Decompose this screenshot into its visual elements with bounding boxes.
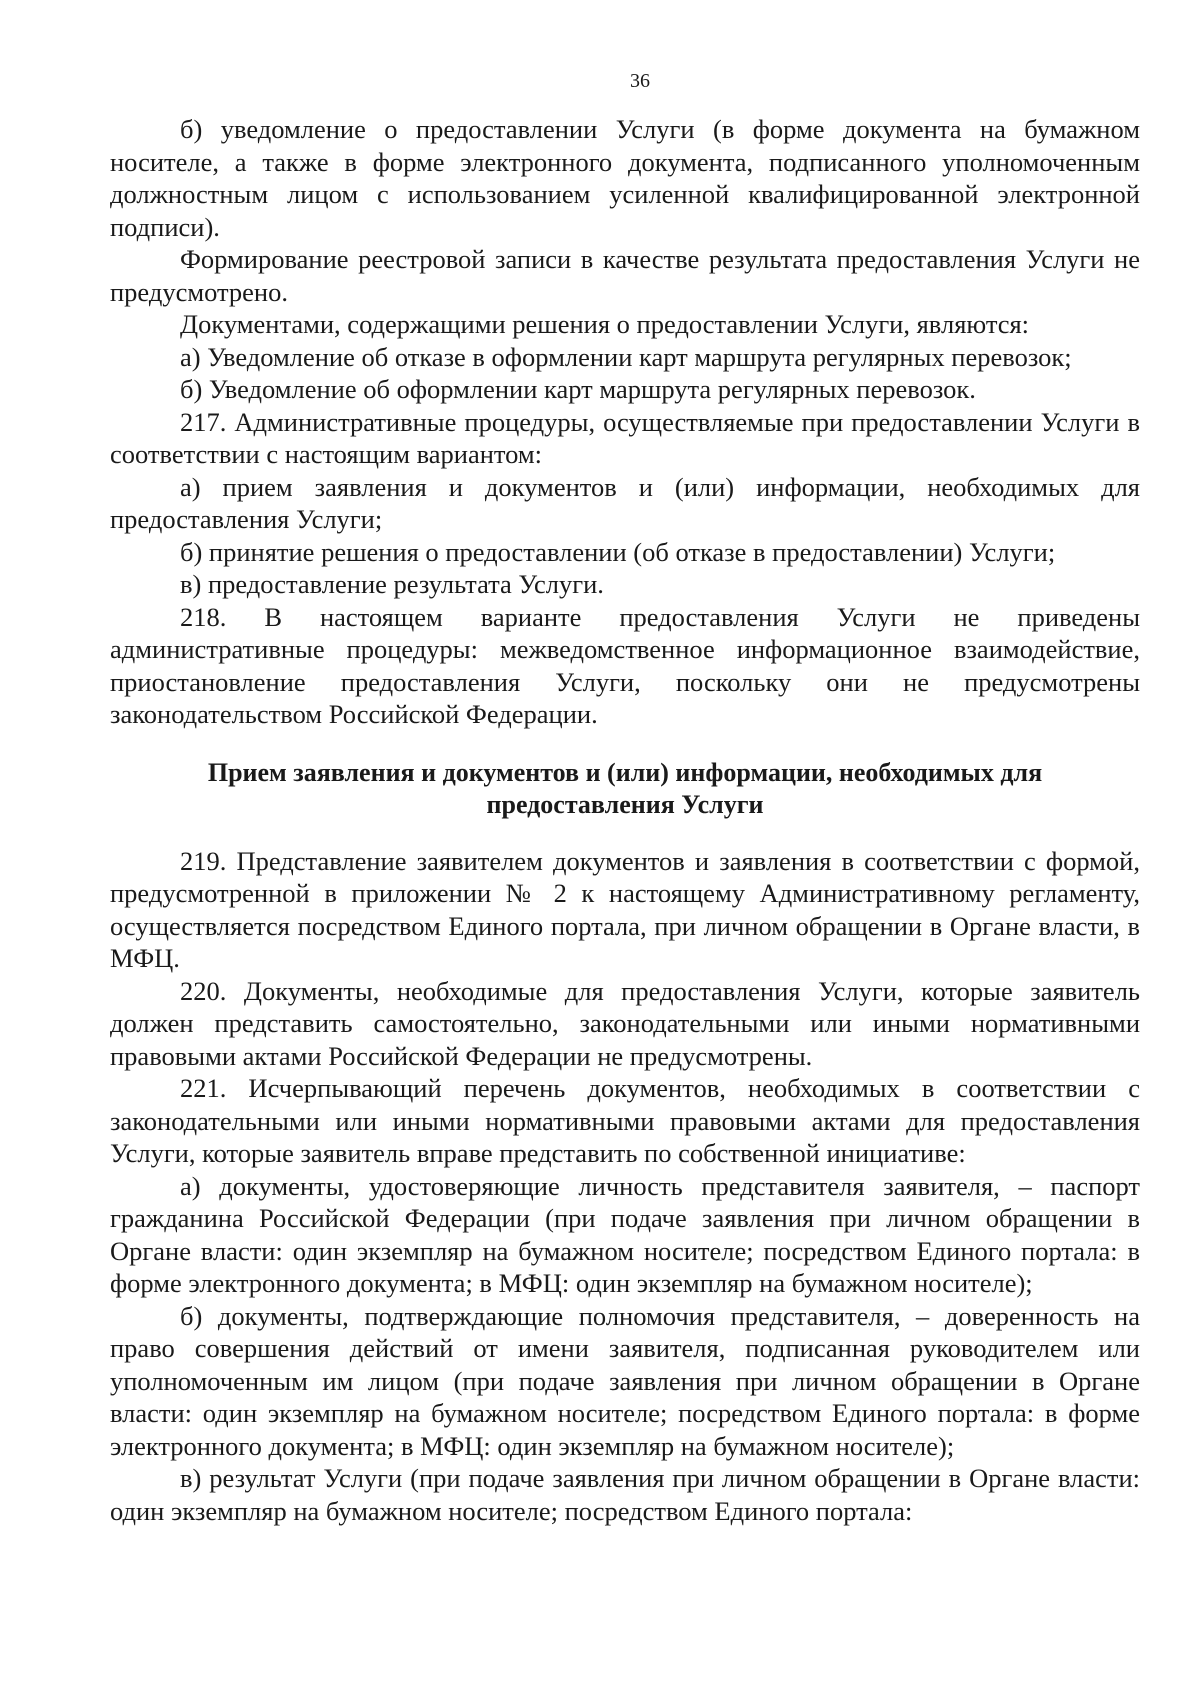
- paragraph-219: 219. Представление заявителем документов и заявления в соответствии с формой, предусмотренной в приложении № 2 к настоящему Административному регламенту, осуществляется посредством Единого портала, при личном обращении в Органе власти, в МФЦ.: [110, 845, 1140, 973]
- list-item-221-v: в) результат Услуги (при подаче заявления при личном обращении в Органе власти: один экземпляр на бумажном носителе; посредством Единого портала:: [110, 1463, 1140, 1526]
- paragraph-218: 218. В настоящем варианте предоставления Услуги не приведены административные процедуры: межведомственное информационное взаимодействие, приостановление предоставления Услуги, поскольку они не предусмотрены законодательством Российской Федерации.: [110, 601, 1140, 729]
- list-item-refusal-notice: а) Уведомление об отказе в оформлении карт маршрута регулярных перевозок;: [180, 341, 1072, 372]
- page-number: 36: [630, 70, 650, 92]
- paragraph-decision-documents: Документами, содержащими решения о предоставлении Услуги, являются:: [180, 309, 1030, 339]
- list-item-217-a: а) прием заявления и документов и (или) информации, необходимых для предоставления Услуги;: [110, 471, 1140, 534]
- paragraph-217: 217. Административные процедуры, осуществляемые при предоставлении Услуги в соответствии с настоящим вариантом:: [110, 406, 1140, 469]
- list-item-approval-notice: б) Уведомление об оформлении карт маршрута регулярных перевозок.: [180, 374, 976, 404]
- list-item-217-b: б) принятие решения о предоставлении (об отказе в предоставлении) Услуги;: [180, 536, 1056, 567]
- paragraph-221: 221. Исчерпывающий перечень документов, необходимых в соответствии с законодательными или иными нормативными правовыми актами для предоставления Услуги, которые заявитель вправе представить по собственной инициативе:: [110, 1073, 1140, 1168]
- paragraph-result-notice: б) уведомление о предоставлении Услуги (в форме документа на бумажном носителе, а также в форме электронного документа, подписанного уполномоченным должностным лицом с использованием усиленной квалифицированной электронной подписи).: [110, 114, 1140, 242]
- paragraph-registry-record: Формирование реестровой записи в качестве результата предоставления Услуги не предусмотрено.: [110, 244, 1140, 307]
- section-heading: Прием заявления и документов и (или) информации, необходимых для предоставления Услуги: [207, 757, 1043, 819]
- document-page: [110, 70, 1140, 1527]
- list-item-217-v: в) предоставление результата Услуги.: [180, 569, 604, 599]
- list-item-221-b: б) документы, подтверждающие полномочия представителя, – доверенность на право совершения действий от имени заявителя, подписанная руководителем или уполномоченным им лицом (при подаче заявления при личном обращении в Органе власти: один экземпляр на бумажном носителе; посредством Единого портала: в форме электронного документа; в МФЦ: один экземпляр на бумажном носителе);: [110, 1300, 1140, 1461]
- paragraph-220: 220. Документы, необходимые для предоставления Услуги, которые заявитель должен представить самостоятельно, законодательными или иными нормативными правовыми актами Российской Федерации не предусмотрены.: [110, 975, 1140, 1071]
- list-item-221-a: а) документы, удостоверяющие личность представителя заявителя, – паспорт гражданина Российской Федерации (при подаче заявления при личном обращении в Органе власти: один экземпляр на бумажном носителе; посредством Единого портала: в форме электронного документа; в МФЦ: один экземпляр на бумажном носителе);: [110, 1170, 1140, 1298]
